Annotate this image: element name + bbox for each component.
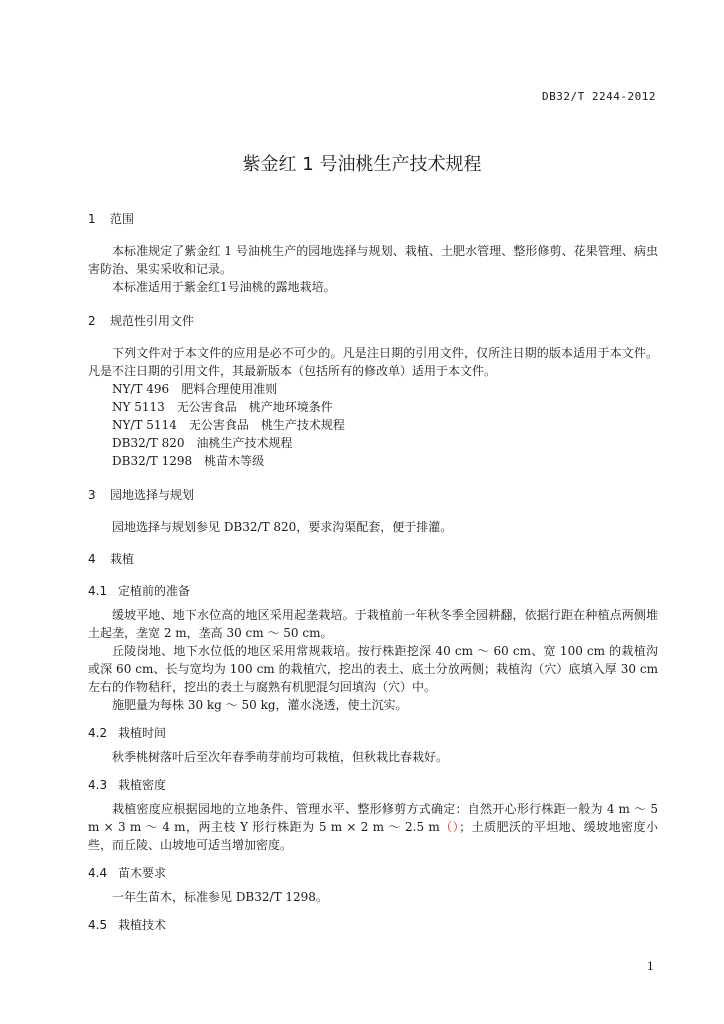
subsection-title: 栽植技术 bbox=[118, 918, 167, 932]
subsection-heading-4-1 bbox=[88, 582, 658, 600]
paragraph: 施肥量为每株 30 kg ～ 50 kg，灌水浇透，使土沉实。 bbox=[112, 698, 408, 712]
paragraph: 下列文件对于本文件的应用是必不可少的。凡是注日期的引用文件，仅所注日期的版本适用于本文件。凡是不注日期的引用文件，其最新版本（包括所有的修改单）适用于本文件。 bbox=[88, 346, 658, 378]
paragraph-text: ；土质肥沃的平坦地、缓坡地密度小些，而丘陵、山坡地可适当增加密度。 bbox=[88, 820, 658, 852]
section-title: 栽植 bbox=[110, 552, 135, 566]
reference-item: DB32/T 820 油桃生产技术规程 bbox=[112, 436, 293, 450]
paragraph: 本标准规定了紫金红 1 号油桃生产的园地选择与规划、栽植、土肥水管理、整形修剪、花果管理、病虫害防治、果实采收和记录。 bbox=[88, 244, 658, 276]
paragraph-text: 栽植密度应根据园地的立地条件、管理水平、整形修剪方式确定：自然开心形行株距一般为 4 m ～ 5 m × 3 m ～ 4 m，两主枝 Y 形行株距为 5 m × 2 m ～ 2.5 m bbox=[88, 802, 658, 834]
subsection-heading-4-4 bbox=[88, 864, 658, 882]
section-number: 3 bbox=[88, 488, 96, 502]
section-heading-1 bbox=[88, 210, 658, 228]
subsection-title: 定植前的准备 bbox=[118, 584, 191, 598]
subsection-heading-4-3 bbox=[88, 776, 658, 794]
paragraph: 一年生苗木，标准参见 DB32/T 1298。 bbox=[112, 890, 328, 904]
document-body bbox=[88, 210, 658, 934]
subsection-title: 栽植时间 bbox=[118, 726, 167, 740]
section-heading-2 bbox=[88, 312, 658, 330]
section-heading-3 bbox=[88, 486, 658, 504]
subsection-title: 栽植密度 bbox=[118, 778, 167, 792]
document-title: 紫金红 1 号油桃生产技术规程 bbox=[242, 154, 482, 175]
section-heading-4 bbox=[88, 550, 658, 568]
section-title: 范围 bbox=[110, 212, 135, 226]
subsection-heading-4-2 bbox=[88, 724, 658, 742]
reference-item: DB32/T 1298 桃苗木等级 bbox=[112, 454, 265, 468]
section-number: 2 bbox=[88, 314, 96, 328]
paragraph: 秋季桃树落叶后至次年春季萌芽前均可栽植，但秋栽比春栽好。 bbox=[112, 750, 449, 764]
section-title: 规范性引用文件 bbox=[110, 314, 195, 328]
subsection-number: 4.1 bbox=[88, 584, 108, 598]
paragraph: 本标准适用于紫金红1号油桃的露地栽培。 bbox=[112, 280, 336, 294]
subsection-heading-4-5 bbox=[88, 916, 658, 934]
paragraph bbox=[88, 800, 658, 854]
paragraph: 丘陵岗地、地下水位低的地区采用常规栽培。按行株距挖深 40 cm ～ 60 cm、宽 100 cm 的栽植沟或深 60 cm、长与宽均为 100 cm 的栽植穴，挖出的表土、底土分放两侧；栽植沟（穴）底填入厚 30 cm 左右的作物秸秆，挖出的表土与腐熟有机肥混匀回填沟（穴）中。 bbox=[88, 644, 658, 694]
highlighted-mark: （） bbox=[439, 820, 460, 834]
section-title: 园地选择与规划 bbox=[110, 488, 195, 502]
subsection-number: 4.3 bbox=[88, 778, 108, 792]
subsection-number: 4.5 bbox=[88, 918, 108, 932]
reference-item: NY/T 5114 无公害食品 桃生产技术规程 bbox=[112, 418, 345, 432]
paragraph: 缓坡平地、地下水位高的地区采用起垄栽培。于栽植前一年秋冬季全园耕翻，依据行距在种植点两侧堆土起垄，垄宽 2 m，垄高 30 cm ～ 50 cm。 bbox=[88, 608, 658, 640]
reference-item: NY/T 496 肥料合理使用准则 bbox=[112, 382, 278, 396]
page-number: 1 bbox=[647, 960, 654, 973]
subsection-title: 苗木要求 bbox=[118, 866, 167, 880]
section-number: 4 bbox=[88, 552, 96, 566]
subsection-number: 4.4 bbox=[88, 866, 108, 880]
reference-item: NY 5113 无公害食品 桃产地环境条件 bbox=[112, 400, 333, 414]
subsection-number: 4.2 bbox=[88, 726, 108, 740]
section-number: 1 bbox=[88, 212, 96, 226]
document-code: DB32/T 2244-2012 bbox=[542, 90, 656, 103]
paragraph: 园地选择与规划参见 DB32/T 820，要求沟渠配套，便于排灌。 bbox=[112, 520, 453, 534]
